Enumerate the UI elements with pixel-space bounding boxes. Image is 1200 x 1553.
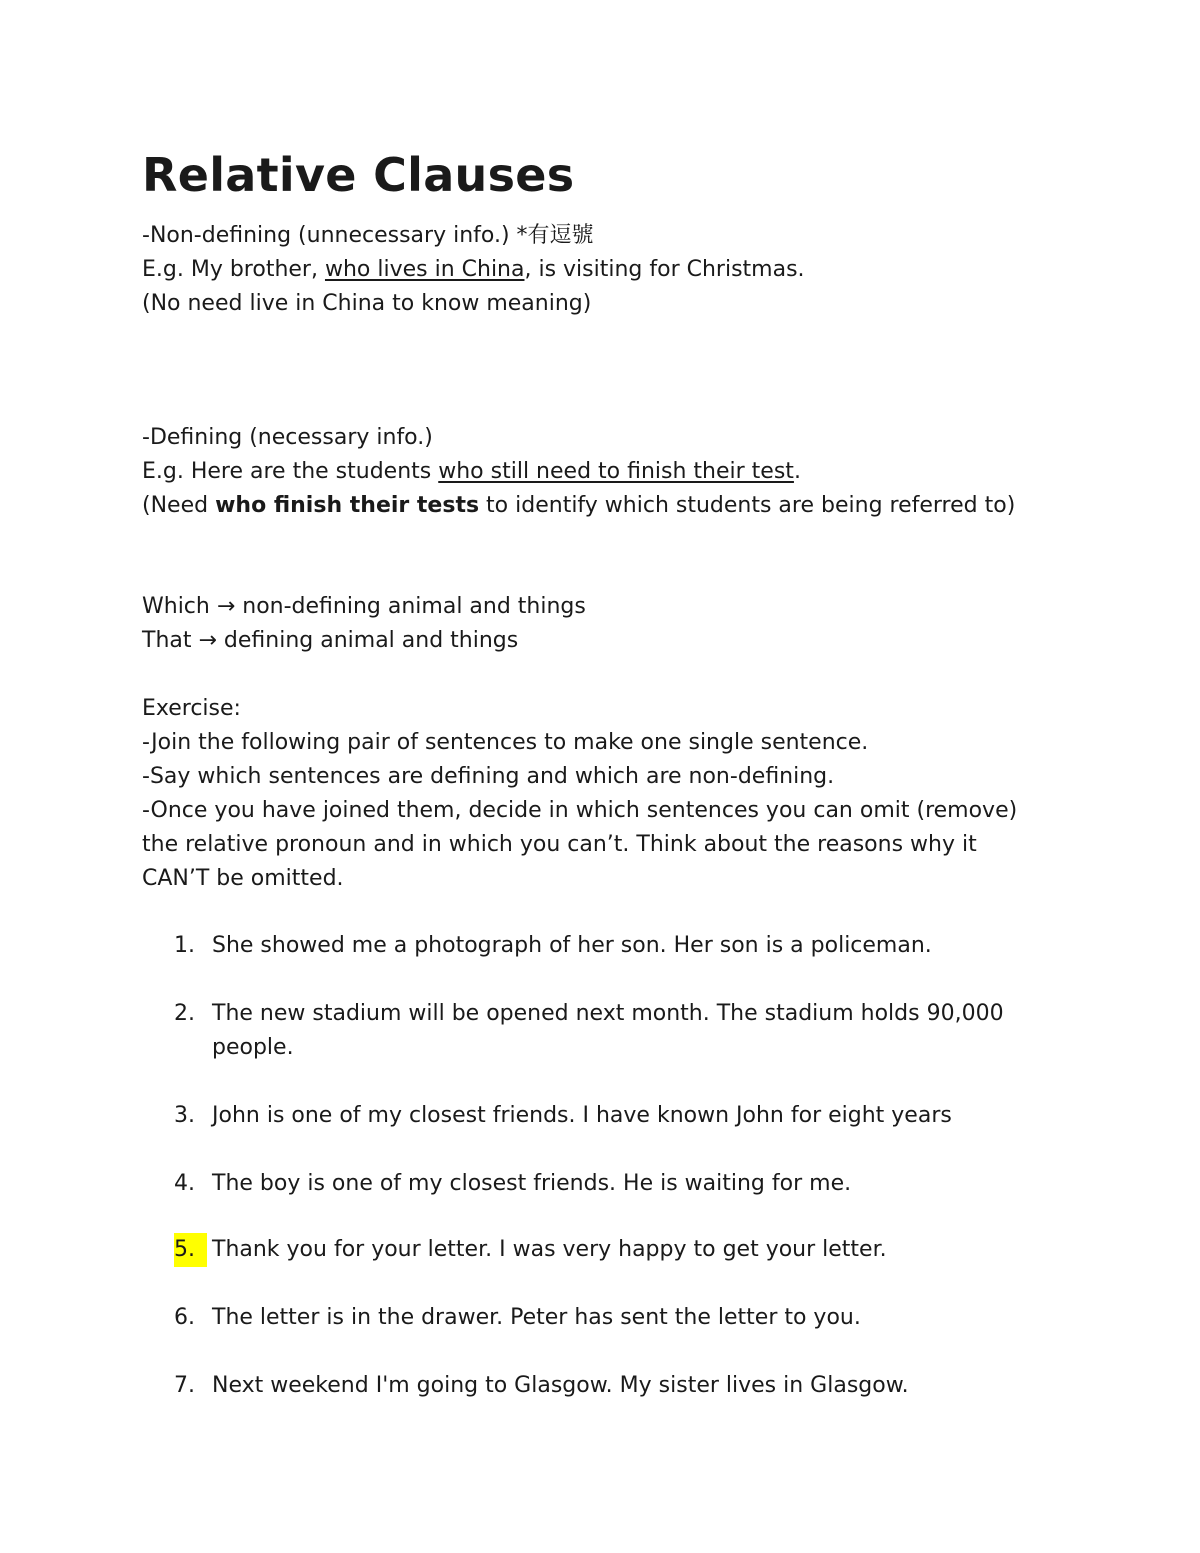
list-item-text: Thank you for your letter. I was very happy to get your letter. bbox=[212, 1237, 887, 1262]
list-item-number-highlighted bbox=[174, 1233, 212, 1267]
defining-note-prefix: (Need bbox=[142, 493, 216, 518]
non-defining-example-suffix: , is visiting for Christmas. bbox=[524, 257, 805, 282]
list-item-text-line-2: people. bbox=[212, 1035, 294, 1060]
rule-which: Which → non-defining animal and things bbox=[142, 594, 586, 619]
page-title: Relative Clauses bbox=[142, 148, 575, 202]
exercise-instruction-3-line-2: the relative pronoun and in which you can’t. Think about the reasons why it bbox=[142, 832, 977, 857]
list-item-text: She showed me a photograph of her son. Her son is a policeman. bbox=[212, 933, 932, 958]
non-defining-heading: -Non-defining (unnecessary info.) *有逗號 bbox=[142, 223, 594, 248]
rule-that: That → defining animal and things bbox=[142, 628, 519, 653]
pronoun-rules bbox=[142, 590, 1042, 658]
list-item-number: 6. bbox=[174, 1305, 195, 1330]
exercise-heading: Exercise: bbox=[142, 696, 241, 721]
exercise-instruction-3-line-1: -Once you have joined them, decide in which sentences you can omit (remove) bbox=[142, 798, 1018, 823]
exercise-instructions bbox=[142, 692, 1042, 896]
list-item-text bbox=[212, 997, 1042, 1065]
list-item-text: The letter is in the drawer. Peter has sent the letter to you. bbox=[212, 1305, 861, 1330]
list-item-number: 2. bbox=[174, 1001, 195, 1026]
non-defining-example-clause: who lives in China bbox=[324, 257, 525, 282]
list-item-number: 3. bbox=[174, 1103, 195, 1128]
list-item-number: 1. bbox=[174, 933, 195, 958]
defining-example-suffix: . bbox=[793, 459, 801, 484]
exercise-instruction-1: -Join the following pair of sentences to make one single sentence. bbox=[142, 730, 869, 755]
non-defining-note: (No need live in China to know meaning) bbox=[142, 291, 592, 316]
defining-note-suffix: to identify which students are being referred to) bbox=[479, 493, 1016, 518]
exercise-instruction-2: -Say which sentences are defining and which are non-defining. bbox=[142, 764, 835, 789]
highlight-mark: 5. bbox=[174, 1233, 207, 1267]
defining-example-clause: who still need to finish their test bbox=[438, 459, 794, 484]
list-item-text: The boy is one of my closest friends. He is waiting for me. bbox=[212, 1171, 852, 1196]
defining-note bbox=[142, 489, 1042, 523]
list-item-text: Next weekend I'm going to Glasgow. My sister lives in Glasgow. bbox=[212, 1373, 909, 1398]
list-item-text: John is one of my closest friends. I have known John for eight years bbox=[212, 1103, 952, 1128]
non-defining-example bbox=[142, 253, 1042, 287]
list-item-number: 7. bbox=[174, 1373, 195, 1398]
defining-section bbox=[142, 421, 1042, 523]
defining-example-prefix: E.g. Here are the students bbox=[142, 459, 439, 484]
defining-heading: -Defining (necessary info.) bbox=[142, 425, 433, 450]
list-item-number: 4. bbox=[174, 1171, 195, 1196]
non-defining-example-prefix: E.g. My brother, bbox=[142, 257, 325, 282]
defining-note-bold: who finish their tests bbox=[215, 493, 480, 518]
non-defining-section bbox=[142, 219, 1042, 321]
list-item-text-line-1: The new stadium will be opened next month. The stadium holds 90,000 bbox=[212, 1001, 1004, 1026]
exercise-instruction-3-line-3: CAN’T be omitted. bbox=[142, 866, 344, 891]
defining-example bbox=[142, 455, 1042, 489]
